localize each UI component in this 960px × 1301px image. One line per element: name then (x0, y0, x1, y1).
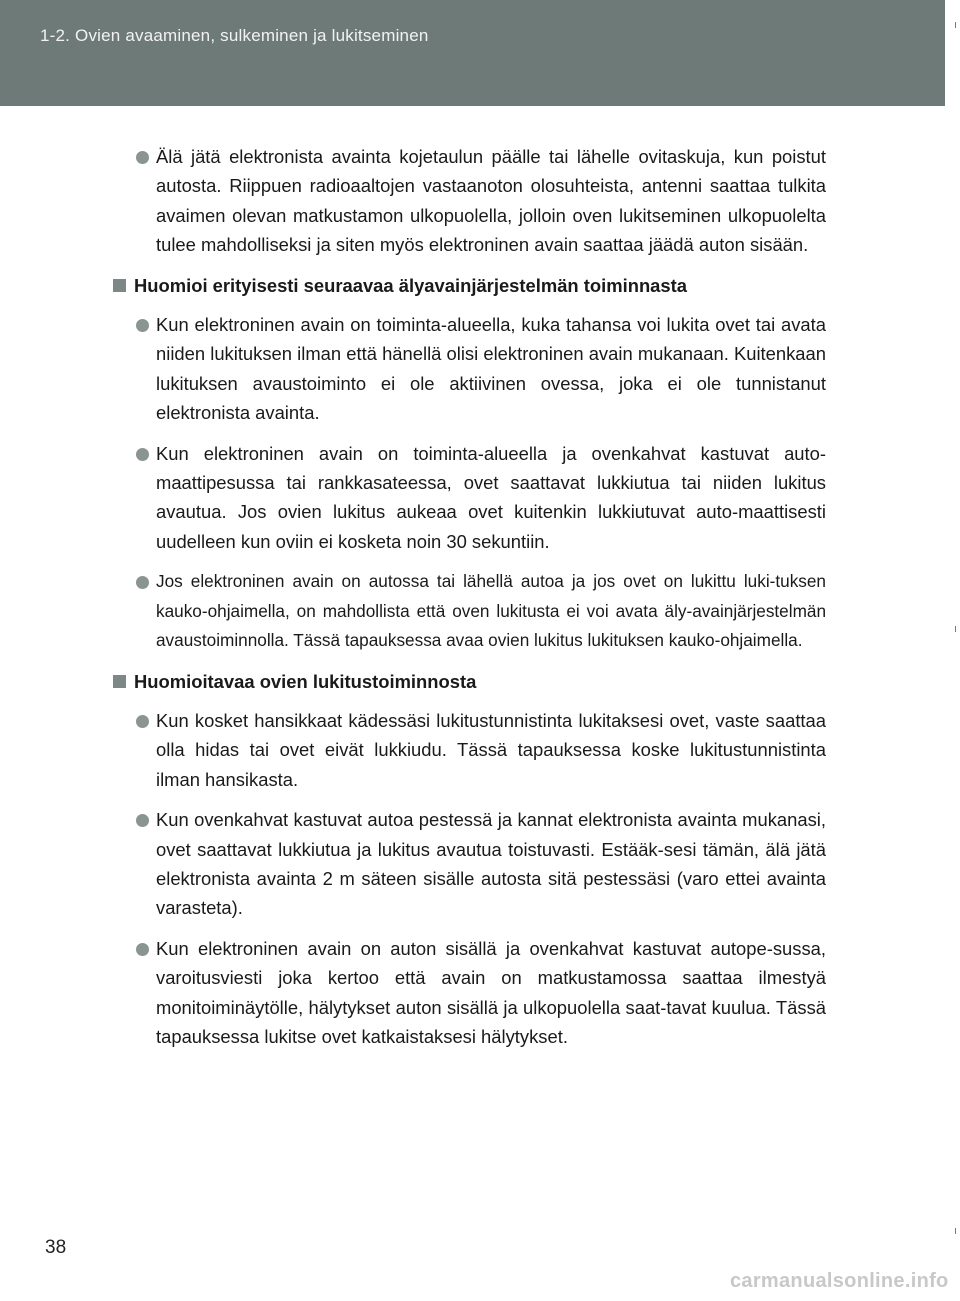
bullet-text: Kun elektroninen avain on auton sisällä ja ovenkahvat kastuvat autope-sussa, varoitusviesti joka kertoo että avain on matkustamossa saattaa ilmestyä monitoiminäytölle, hälytykset auton sisällä ja ulkopuolella saat-tavat kuulua. Tässä tapauksessa lukitse ovet katkaistaksesi hälytykset. (156, 937, 826, 1047)
bullet-item (110, 706, 826, 794)
chapter-header (0, 0, 945, 106)
bullet-dot-icon (136, 151, 149, 164)
bullet-dot-icon (136, 814, 149, 827)
edge-tick-mark (955, 1228, 956, 1234)
bullet-item (110, 805, 826, 923)
bullet-dot-icon (136, 576, 149, 589)
edge-tick-mark (955, 22, 956, 28)
section-heading (110, 667, 826, 696)
bullet-item (110, 567, 826, 655)
bullet-text: Kun ovenkahvat kastuvat autoa pestessä ja kannat elektronista avainta mukanasi, ovet saattavat lukkiutua ja lukitus avautua toistuvasti. Estääk-sesi tämän, älä jätä elektronista avainta 2 m säteen sisälle autosta sitä pestessäsi (varo ettei avainta varasteta). (156, 809, 826, 919)
edge-tick-mark (955, 626, 956, 632)
bullet-dot-icon (136, 319, 149, 332)
square-bullet-icon (113, 675, 126, 688)
bullet-text: Jos elektroninen avain on autossa tai lähellä autoa ja jos ovet on lukittu luki-tuksen kauko-ohjaimella, on mahdollista että oven lukitusta ei voi avata äly-avainjärjestelmän avaustoiminnolla. Tässä tapauksessa avaa ovien lukitus lukituksen kauko-ohjaimella. (156, 571, 826, 651)
bullet-dot-icon (136, 715, 149, 728)
bullet-text: Kun kosket hansikkaat kädessäsi lukitustunnistinta lukitaksesi ovet, vaste saattaa olla hidas tai ovet eivät lukkiudu. Tässä tapauksessa koske lukitustunnistinta ilman hansikasta. (156, 709, 826, 790)
bullet-text: Kun elektroninen avain on toiminta-alueella ja ovenkahvat kastuvat auto-maattipesussa tai rankkasateessa, ovet saattavat lukkiutua tai niiden lukitus avautua. Jos ovien lukitus aukeaa ovet kuitenkin lukkiutuvat auto-maattisesti uudelleen kun oviin ei kosketa noin 30 sekuntiin. (156, 442, 826, 552)
bullet-item (110, 439, 826, 557)
section-heading-text: Huomioitavaa ovien lukitustoiminnosta (134, 670, 477, 692)
square-bullet-icon (113, 279, 126, 292)
chapter-title: 1-2. Ovien avaaminen, sulkeminen ja lukitseminen (40, 26, 429, 45)
page-number: 38 (45, 1237, 67, 1258)
bullet-item (110, 142, 826, 260)
page-content (110, 142, 826, 1062)
bullet-dot-icon (136, 448, 149, 461)
bullet-text: Älä jätä elektronista avainta kojetaulun päälle tai lähelle ovitaskuja, kun poistut autosta. Riippuen radioaaltojen vastaanoton olosuhteista, antenni saattaa tulkita avaimen olevan matkustamon ulkopuolella, jolloin oven lukitseminen ulkopuolelta tulee mahdolliseksi ja siten myös elektroninen avain saattaa jäädä auton sisään. (156, 146, 826, 256)
bullet-text: Kun elektroninen avain on toiminta-alueella, kuka tahansa voi lukita ovet tai avata niiden lukituksen ilman että hänellä olisi elektroninen avain mukanaan. Kuitenkaan lukituksen avaustoiminto ei ole aktiivinen ovessa, joka ei ole tunnistanut elektronista avainta. (156, 314, 826, 424)
section-heading (110, 271, 826, 300)
section-heading-text: Huomioi erityisesti seuraavaa älyavainjärjestelmän toiminnasta (134, 274, 687, 296)
bullet-item (110, 310, 826, 428)
bullet-dot-icon (136, 943, 149, 956)
watermark: carmanualsonline.info (730, 1270, 949, 1292)
bullet-item (110, 934, 826, 1052)
